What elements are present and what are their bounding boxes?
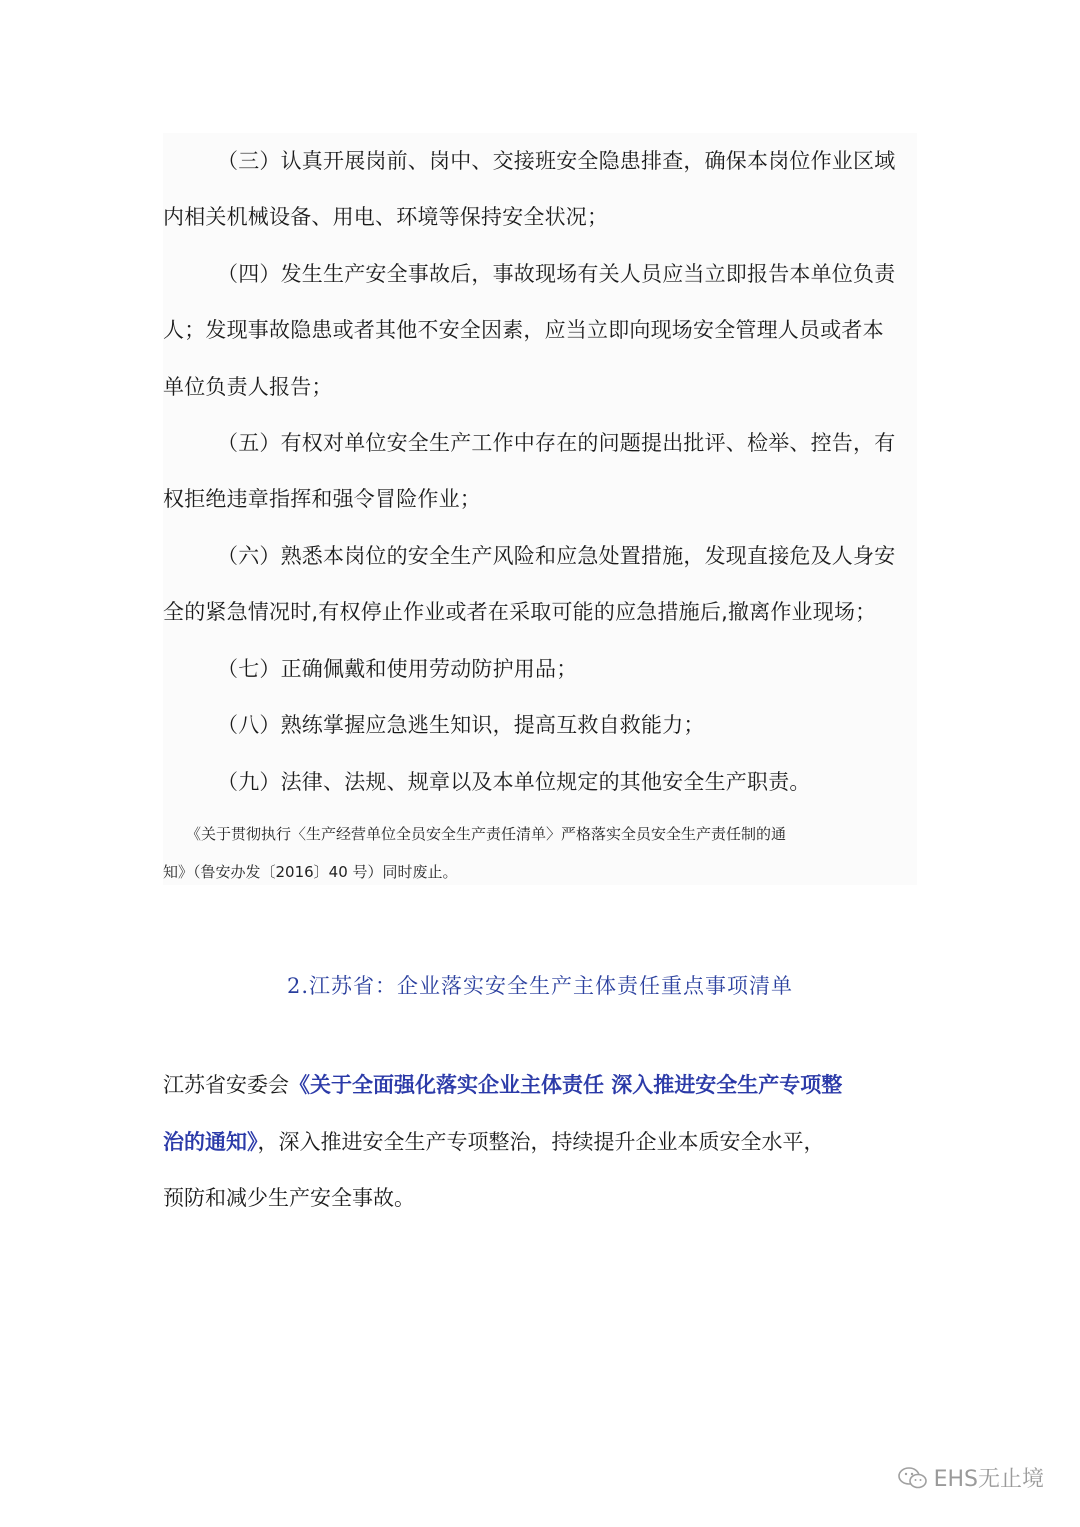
intro-line3: 预防和减少生产安全事故。 [163, 1186, 415, 1210]
list-item-4-line2: 人；发现事故隐患或者其他不安全因素，应当立即向现场安全管理人员或者本 [163, 318, 884, 342]
list-item-8: （八）熟练掌握应急逃生知识，提高互救自救能力； [217, 713, 705, 737]
list-item-4-line3: 单位负责人报告； [163, 375, 333, 399]
intro-line1 [163, 1070, 842, 1100]
intro-line2 [163, 1127, 825, 1157]
watermark-text: EHS无止境 [933, 1467, 1044, 1492]
list-item-5-line2: 权拒绝违章指挥和强令冒险作业； [163, 487, 481, 511]
intro-rest: ，深入推进安全生产专项整治，持续提升企业本质安全水平， [257, 1130, 825, 1154]
notice-title-part1: 《关于全面强化落实企业主体责任 深入推进安全生产专项整 [289, 1073, 843, 1097]
section-heading: 2.江苏省：企业落实安全生产主体责任重点事项清单 [286, 974, 794, 998]
note-line1: 《关于贯彻执行〈生产经营单位全员安全生产责任清单〉严格落实全员安全生产责任制的通 [186, 825, 787, 843]
list-item-5-line1: （五）有权对单位安全生产工作中存在的问题提出批评、检举、控告，有 [217, 431, 896, 455]
notice-title-part2: 治的通知》 [163, 1130, 258, 1154]
list-item-3-line2: 内相关机械设备、用电、环境等保持安全状况； [163, 205, 609, 229]
list-item-4-line1: （四）发生生产安全事故后，事故现场有关人员应当立即报告本单位负责 [217, 262, 896, 286]
note-line2: 知》（鲁安办发〔2016〕40 号）同时废止。 [163, 863, 458, 881]
intro-prefix: 江苏省安委会 [163, 1073, 289, 1097]
list-item-6-line1: （六）熟悉本岗位的安全生产风险和应急处置措施，发现直接危及人身安 [217, 544, 896, 568]
list-item-6-line2: 全的紧急情况时,有权停止作业或者在采取可能的应急措施后,撤离作业现场； [163, 600, 877, 624]
list-item-9: （九）法律、法规、规章以及本单位规定的其他安全生产职责。 [217, 770, 811, 794]
wechat-icon [898, 1466, 928, 1490]
list-item-3-line1: （三）认真开展岗前、岗中、交接班安全隐患排查，确保本岗位作业区域 [217, 149, 896, 173]
list-item-7: （七）正确佩戴和使用劳动防护用品； [217, 657, 578, 681]
watermark [898, 1462, 1044, 1493]
